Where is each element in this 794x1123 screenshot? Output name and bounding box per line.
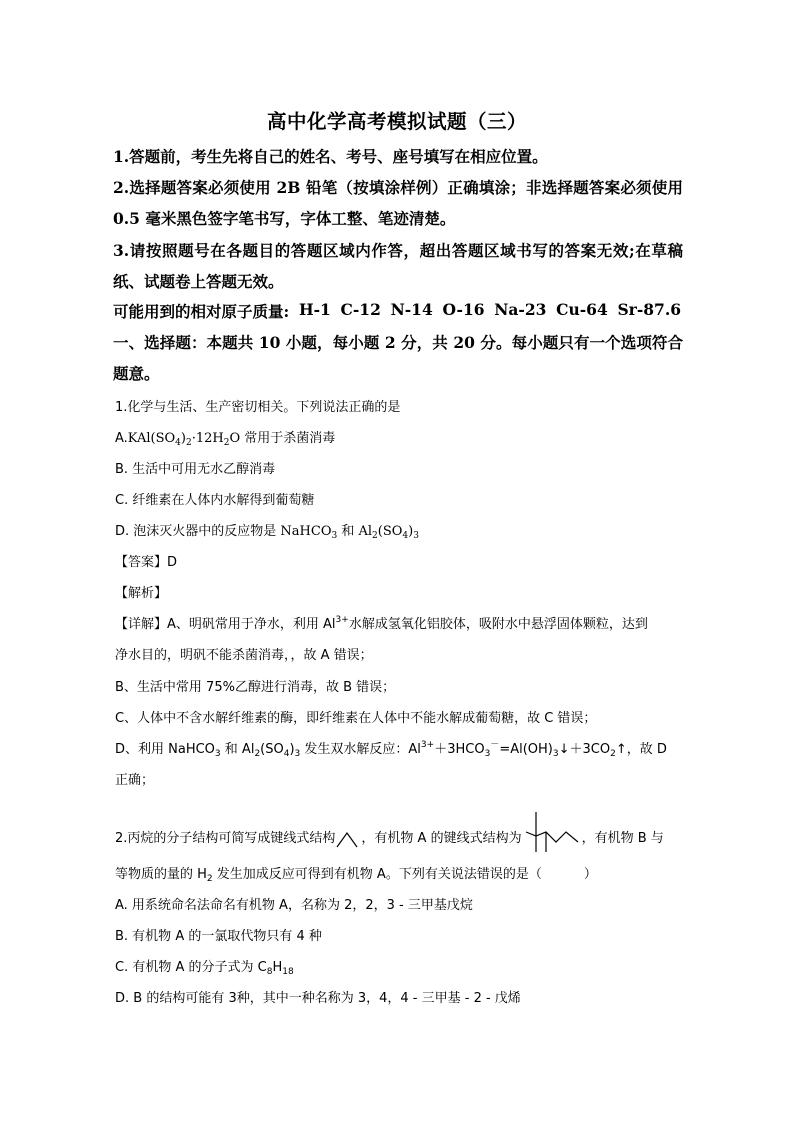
answer-value: D [167,555,178,570]
q2-option-b: B. 有机物 A 的一氯取代物只有 4 种 [115,929,322,944]
formula: NaHCO$_3$ [280,524,338,541]
atomic-mass-item: Cu-64 [556,300,608,319]
atomic-mass-item: Na-23 [494,300,547,319]
detail-label: 【详解】 [115,617,168,632]
q1-analysis-label: 【解析】 [115,586,168,601]
option-text: 常用于杀菌消毒 [240,431,336,446]
atomic-mass-item: Sr-87.6 [617,300,681,319]
answer-label: 【答案】 [115,555,168,570]
instruction-1: 1.答题前，考生先将自己的姓名、考号、座号填写在相应位置。 [113,147,548,166]
section-heading: 一、选择题：本题共 10 小题，每小题 2 分，共 20 分。每小题只有一个选项符合 [113,333,683,352]
q1-detail-b: B、生活中常用 75%乙醇进行消毒，故 B 错误； [115,680,396,695]
q1-detail-d-cont: 正确； [115,773,155,788]
atomic-mass-item: C-12 [340,300,381,319]
q1-option-a [115,427,683,446]
q1-option-b: B. 生活中可用无水乙醇消毒 [115,462,276,477]
atomic-masses-label: 可能用到的相对原子质量: [113,302,290,321]
q1-detail-a: 【详解】A、明矾常用于净水，利用 $Al^{3+}$水解成氢氧化铝胶体，吸附水中悬浮固体颗粒，达到 [115,615,648,632]
formula: $KAl(SO_4)_2\cdot 12H_2O$ [127,431,241,448]
q1-option-c: C. 纤维素在人体内水解得到葡萄糖 [115,493,315,508]
atomic-mass-item: H-1 [298,300,331,319]
compound-a-skeletal-structure [522,808,582,856]
q1-detail-d: D、利用 NaHCO$_3$ 和 $Al_2(SO_4)_3$ 发生双水解反应：$Al^{3+}+3HCO_3^-=Al(OH)_3↓+3CO_2↑$，故 D [115,740,667,759]
atomic-mass-item: O-16 [442,300,485,319]
formula: $Al_2(SO_4)_3$ [358,524,419,541]
atomic-mass-item: N-14 [390,300,433,319]
q1-stem: 1.化学与生活、生产密切相关。下列说法正确的是 [115,400,401,415]
q2-stem: 2.丙烷的分子结构可简写成键线式结构 ，有机物 A 的键线式结构为 ，有机物 B 与 [115,808,683,856]
q2-option-a: A. 用系统命名法命名有机物 A，名称为 2，2，3 - 三甲基戊烷 [115,898,473,913]
instruction-3-cont: 纸、试题卷上答题无效。 [113,272,284,291]
section-heading-cont: 题意。 [113,364,160,383]
option-text: D. 泡沫灭火器中的反应物是 [115,524,281,539]
page-title: 高中化学高考模拟试题（三） [266,110,527,133]
q2-option-c: C. 有机物 A 的分子式为 $C_8H_{18}$ [115,960,294,977]
q1-answer [115,551,683,570]
q2-option-d: D. B 的结构可能有 3种，其中一种名称为 3，4，4 - 三甲基 - 2 - 戊烯 [115,991,521,1006]
q1-option-d: D. 泡沫灭火器中的反应物是 NaHCO$_3$ 和 $Al_2(SO_4)_3$ [115,524,419,541]
instruction-2-cont: 0.5 毫米黑色签字笔书写，字体工整、笔迹清楚。 [113,209,456,228]
instruction-3: 3.请按照题号在各题目的答题区域内作答，超出答题区域书写的答案无效;在草稿 [113,241,683,260]
q1-detail-c: C、人体中不含水解纤维素的酶，即纤维素在人体中不能水解成葡萄糖，故 C 错误； [115,711,597,726]
q2-stem-cont: 等物质的量的 $H_2$ 发生加成反应可得到有机物 A。下列有关说法错误的是（ ） [115,867,597,884]
option-letter: A. [115,431,128,446]
q1-detail-a-cont: 净水目的，明矾不能杀菌消毒，，故 A 错误； [115,648,373,663]
atomic-masses [113,300,683,322]
propane-skeletal-structure [335,828,361,850]
instruction-2: 2.选择题答案必须使用 2B 铅笔（按填涂样例）正确填涂；非选择题答案必须使用 [113,178,683,197]
